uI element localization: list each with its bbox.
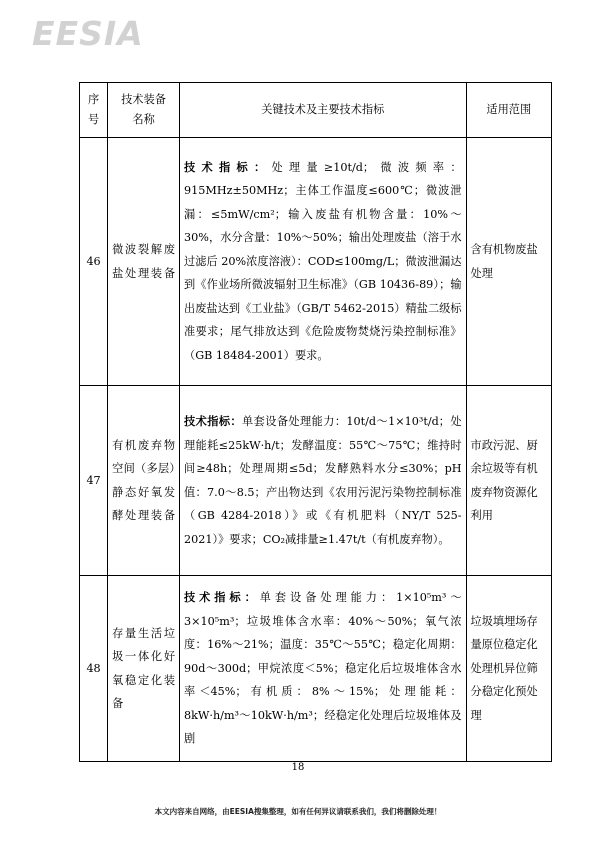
- tech-text: 单套设备处理能力：1×10⁵m³～3×10⁵m³；垃圾堆体含水率：40%～50%；氧气浓度：16%～21%；温度：35℃～55℃；稳定化周期：90d～300d；甲烷浓度＜5%；稳定化后垃圾堆体含水率＜45%；有机质：8%～15%；处理能耗：8kW·h/m³～10kW·h/m³；经稳定化处理后垃圾堆体及剧: [184, 591, 462, 746]
- tech-label: 技术指标：: [184, 591, 260, 605]
- table-header-row: [80, 83, 552, 138]
- tech-label: 技术指标：: [184, 415, 243, 428]
- table-row: [80, 138, 552, 386]
- header-scope: 适用范围: [466, 83, 551, 138]
- row-number: 48: [80, 576, 108, 762]
- row-number: 47: [80, 386, 108, 576]
- table-row: [80, 386, 552, 576]
- table-row: [80, 576, 552, 762]
- tech-text: 单套设备处理能力：10t/d～1×10³t/d；处理能耗≤25kW·h/t；发酵温度：55℃～75℃；维持时间≥48h；处理周期≤5d；发酵熟料水分≤30%；pH 值：7.0～8.5；产出物达到《农用污泥污染物控制标准（GB 4284-2018）》或《有机肥料（NY/T 525-2021）》要求；CO₂减排量≥1.47t/t（有机废弃物）。: [184, 415, 462, 546]
- equipment-name: 有机废弃物空间（多层）静态好氧发酵处理装备: [108, 386, 180, 576]
- footer-disclaimer: 本文内容来自网络，由EESIA搜集整理，如有任何异议请联系我们，我们将删除处理！: [154, 807, 442, 816]
- tech-text: 处理量≥10t/d；微波频率：915MHz±50MHz；主体工作温度≤600℃；微波泄漏：≤5mW/cm²；输入废盐有机物含量：10%～30%，水分含量：10%～50%；输出处理废盐（溶于水过滤后 20%浓度溶液）：COD≤100mg/L；微波泄漏达到《作业场所微波辐射卫生标准》（GB 10436-89）；输出废盐达到《工业盐》（GB/T 5462-2015）精盐二级标准要求；尾气排放达到《危险废物焚烧污染控制标准》（GB 18484-2001）要求。: [184, 160, 462, 362]
- application-scope: 含有机物废盐处理: [466, 138, 551, 386]
- equipment-name: 存量生活垃圾一体化好氧稳定化装备: [108, 576, 180, 762]
- eesia-logo: EESIA: [32, 14, 144, 53]
- tech-indicators: [180, 576, 467, 762]
- equipment-name: 微波裂解废盐处理装备: [108, 138, 180, 386]
- tech-indicators: [180, 386, 467, 576]
- header-tech: 关键技术及主要技术指标: [180, 83, 467, 138]
- header-no: 序 号: [80, 83, 108, 138]
- page-number: 18: [291, 762, 305, 773]
- equipment-table: [79, 82, 552, 762]
- header-name: 技术装备 名称: [108, 83, 180, 138]
- row-number: 46: [80, 138, 108, 386]
- tech-label: 技术指标：: [184, 160, 272, 174]
- tech-indicators: [180, 138, 467, 386]
- application-scope: 垃圾填埋场存量原位稳定化处理机异位筛分稳定化预处理: [466, 576, 551, 762]
- application-scope: 市政污泥、厨余垃圾等有机废弃物资源化利用: [466, 386, 551, 576]
